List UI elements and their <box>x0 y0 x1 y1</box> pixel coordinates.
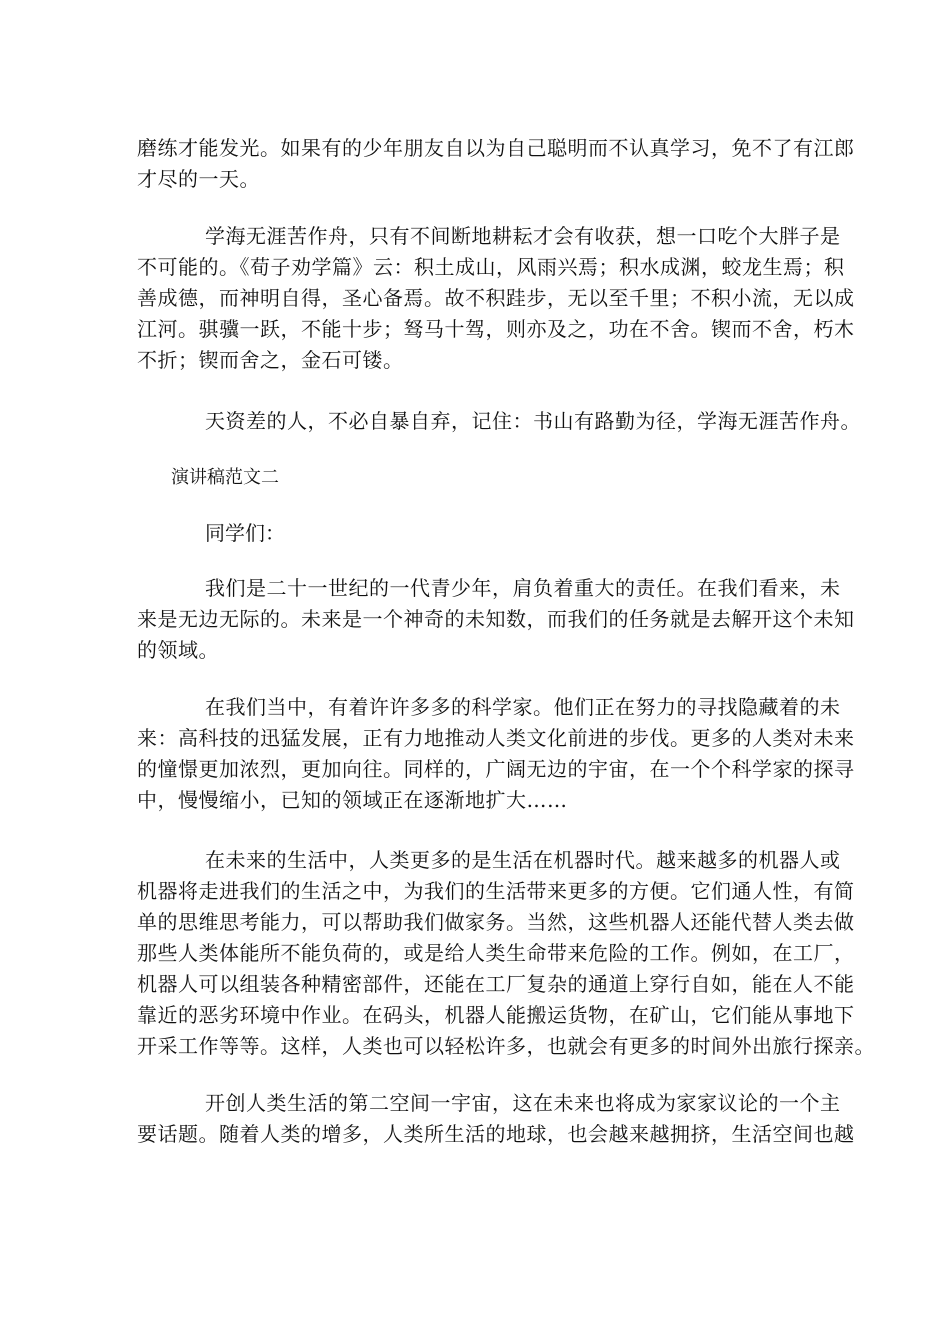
paragraph-3 <box>137 406 861 437</box>
text-line: 的憧憬更加浓烈，更加向往。同样的，广阔无边的宇宙，在一个个科学家的探寻 <box>137 757 855 781</box>
text-line: 开创人类生活的第二空间一宇宙，这在未来也将成为家家议论的一个主 <box>205 1091 841 1115</box>
text-line: 的领域。 <box>137 638 219 662</box>
paragraph-5 <box>137 692 855 816</box>
salutation: 同学们： <box>205 521 285 545</box>
text-line: 善成德，而神明自得，圣心备焉。故不积跬步，无以至千里；不积小流，无以成 <box>137 286 855 310</box>
text-line: 磨练才能发光。如果有的少年朋友自以为自己聪明而不认真学习，免不了有江郎 <box>137 136 855 160</box>
text-line: 在未来的生活中，人类更多的是生活在机器时代。越来越多的机器人或 <box>205 848 841 872</box>
text-line: 机器人可以组装各种精密部件，还能在工厂复杂的通道上穿行自如，能在人不能 <box>137 972 855 996</box>
paragraph-6 <box>137 845 875 1062</box>
text-line: 开采工作等等。这样，人类也可以轻松许多，也就会有更多的时间外出旅行探亲。 <box>137 1034 875 1058</box>
section-heading: 演讲稿范文二 <box>171 467 279 488</box>
text-line: 单的思维思考能力，可以帮助我们做家务。当然，这些机器人还能代替人类去做 <box>137 910 855 934</box>
text-line: 学海无涯苦作舟，只有不间断地耕耘才会有收获，想一口吃个大胖子是 <box>205 224 841 248</box>
paragraph-2 <box>137 221 855 376</box>
text-line: 才尽的一天。 <box>137 167 260 191</box>
text-line: 天资差的人，不必自暴自弃，记住：书山有路勤为径，学海无涯苦作舟。 <box>205 409 861 433</box>
text-line: 来：高科技的迅猛发展，正有力地推动人类文化前进的步伐。更多的人类对未来 <box>137 726 855 750</box>
text-line: 不折；锲而舍之，金石可镂。 <box>137 348 404 372</box>
text-line: 那些人类体能所不能负荷的，或是给人类生命带来危险的工作。例如，在工厂， <box>137 941 855 965</box>
paragraph-4 <box>137 573 855 666</box>
text-line: 要话题。随着人类的增多，人类所生活的地球，也会越来越拥挤，生活空间也越 <box>137 1122 855 1146</box>
text-line: 江河。骐骥一跃，不能十步；驽马十驾，则亦及之，功在不舍。锲而不舍，朽木 <box>137 317 855 341</box>
text-line: 我们是二十一世纪的一代青少年，肩负着重大的责任。在我们看来，未 <box>205 576 841 600</box>
text-line: 在我们当中，有着许许多多的科学家。他们正在努力的寻找隐藏着的未 <box>205 695 841 719</box>
text-line: 来是无边无际的。未来是一个神奇的未知数，而我们的任务就是去解开这个未知 <box>137 607 855 631</box>
paragraph-7 <box>137 1088 855 1150</box>
text-line: 机器将走进我们的生活之中，为我们的生活带来更多的方便。它们通人性，有简 <box>137 879 855 903</box>
text-line: 中，慢慢缩小，已知的领域正在逐渐地扩大…… <box>137 788 568 812</box>
paragraph-1 <box>137 133 855 195</box>
text-line: 不可能的。《荀子劝学篇》云：积土成山，风雨兴焉；积水成渊，蛟龙生焉；积 <box>137 255 845 279</box>
text-line: 靠近的恶劣环境中作业。在码头，机器人能搬运货物，在矿山，它们能从事地下 <box>137 1003 855 1027</box>
